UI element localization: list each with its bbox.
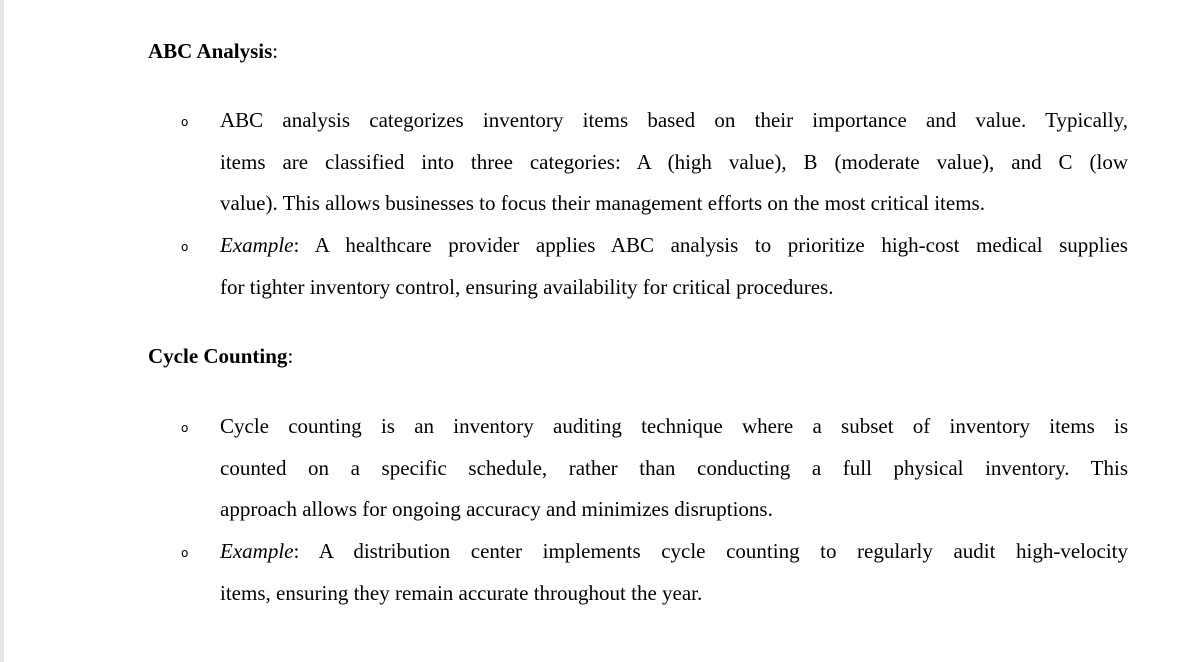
list-item (220, 406, 1128, 531)
list-item (220, 225, 1128, 308)
bullet-icon: o (181, 546, 189, 560)
list-item (220, 531, 1128, 614)
paragraph-line: value). This allows businesses to focus their management efforts on the most critical items. (220, 191, 985, 215)
paragraph-line: items, ensuring they remain accurate throughout the year. (220, 580, 703, 605)
paragraph-line: Example: A distribution center implements cycle counting to regularly audit high-velocity (220, 539, 1128, 563)
paragraph-line: Example: A healthcare provider applies ABC analysis to prioritize high-cost medical supplies (220, 233, 1128, 257)
paragraph-line: ABC analysis categorizes inventory items based on their importance and value. Typically, (220, 108, 1128, 132)
example-label: Example (220, 539, 294, 563)
bullet-icon: o (181, 115, 189, 129)
list-item (220, 100, 1128, 225)
section-heading-abc-analysis: ABC Analysis: (148, 39, 279, 63)
paragraph-line: for tighter inventory control, ensuring availability for critical procedures. (220, 274, 834, 299)
paragraph-line: Cycle counting is an inventory auditing technique where a subset of inventory items is (220, 414, 1128, 438)
page-edge (0, 0, 4, 662)
paragraph-line: approach allows for ongoing accuracy and minimizes disruptions. (220, 497, 773, 521)
paragraph-line: items are classified into three categories: A (high value), B (moderate value), and C (low (220, 149, 1128, 174)
section-heading-cycle-counting: Cycle Counting: (148, 344, 294, 368)
paragraph-line: counted on a specific schedule, rather than conducting a full physical inventory. This (220, 455, 1128, 480)
bullet-icon: o (181, 240, 189, 254)
bullet-icon: o (181, 421, 189, 435)
example-label: Example (220, 233, 294, 257)
